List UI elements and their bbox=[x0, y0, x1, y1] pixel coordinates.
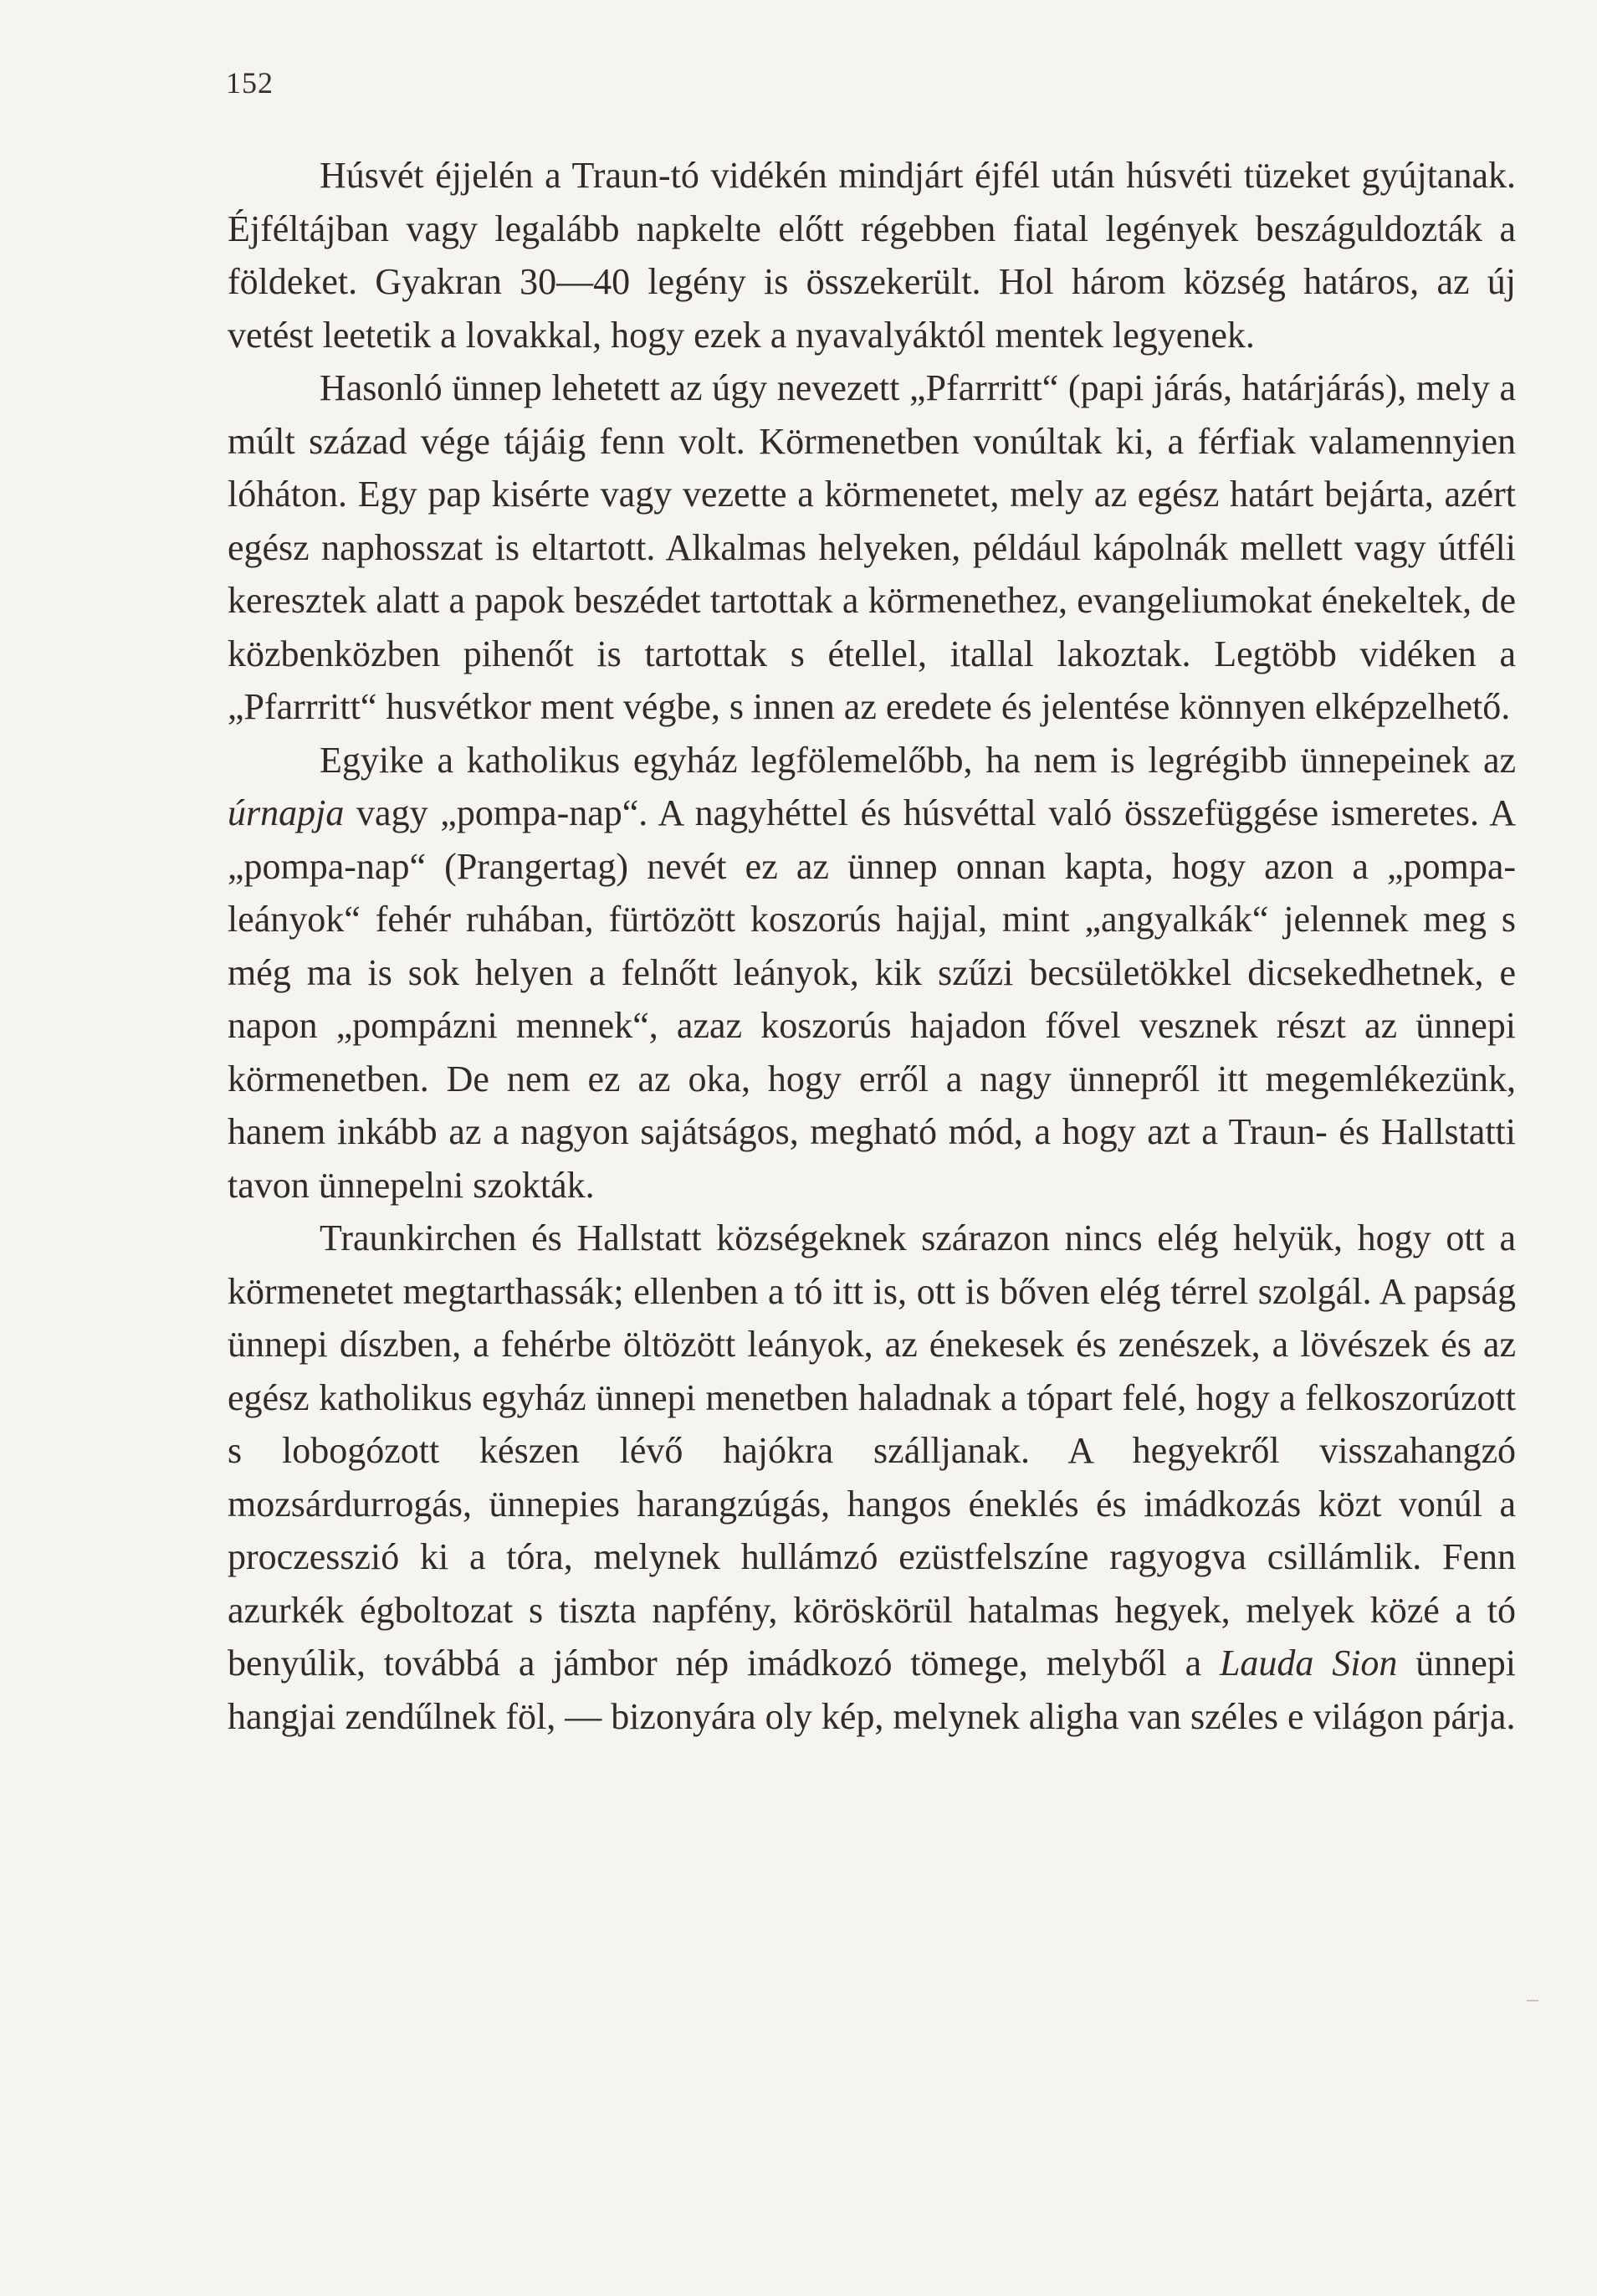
page-number: 152 bbox=[226, 66, 274, 100]
paragraph-text: Traunkirchen és Hallstatt községeknek szárazon nincs elég helyük, hogy ott a körmenetet megtarthassák; ellenben a tó itt is, ott is bőven elég térrel szolgál. A papság ünnepi díszben, a fehérbe öltözött leányok, az énekesek és zenészek, a lövészek és az egész katholikus egyház ünnepi menetben haladnak a tópart felé, hogy a felkoszorúzott s lobogózott készen lévő hajókra szálljanak. A hegyekről visszahangzó mozsárdurrogás, ünnepies harangzúgás, hangos éneklés és imádkozás közt vonúl a proczesszió ki a tóra, melynek hullámzó ezüstfelszíne ragyogva csillámlik. Fenn azurkék égboltozat s tiszta napfény, köröskörül hatalmas hegyek, melyek közé a tó benyúlik, továbbá a jámbor nép imádkozó tömege, melyből a bbox=[228, 1217, 1516, 1684]
paragraph-text: Egyike a katholikus egyház legfölemelőbb, ha nem is legrégibb ünnepeinek az bbox=[320, 739, 1516, 781]
paragraph-text: Hasonló ünnep lehetett az úgy nevezett „Pfarrritt“ (papi járás, határjárás), mely a múlt század vége tájáig fenn volt. Körmenetben vonúltak ki, a férfiak valamennyien lóháton. Egy pap kisérte vagy vezette a körmenetet, mely az egész határt bejárta, azért egész naphosszat is eltartott. Alkalmas helyeken, például kápolnák mellett vagy útféli keresztek alatt a papok beszédet tartottak a körmenethez, evangeliumokat énekeltek, de közbenközben pihenőt is tartottak s étellel, itallal lakoztak. Legtöbb vidéken a „Pfarrritt“ husvétkor ment végbe, s innen az eredete és jelentése könnyen elképzelhető. bbox=[228, 367, 1516, 727]
paragraph bbox=[228, 149, 1516, 361]
italic-term: úrnapja bbox=[228, 792, 345, 833]
margin-mark bbox=[1527, 2000, 1538, 2001]
italic-term: Lauda Sion bbox=[1219, 1643, 1398, 1684]
paragraph bbox=[228, 1212, 1516, 1743]
paragraph bbox=[228, 361, 1516, 734]
paragraph-text: ünnepi hangjai zendűlnek föl, — bizonyára oly kép, melynek aligha van széles e világon párja. bbox=[228, 1643, 1516, 1737]
paragraph-text: Húsvét éjjelén a Traun-tó vidékén mindjárt éjfél után húsvéti tüzeket gyújtanak. Éjféltájban vagy legalább napkelte előtt régebben fiatal legények beszáguldozták a földeket. Gyakran 30—40 legény is összekerült. Hol három község határos, az új vetést leetetik a lovakkal, hogy ezek a nyavalyáktól mentek legyenek. bbox=[228, 155, 1516, 356]
paragraph bbox=[228, 734, 1516, 1212]
body-text bbox=[228, 149, 1516, 1743]
paragraph-text: vagy „pompa-nap“. A nagyhéttel és húsvéttal való összefüggése ismeretes. A „pompa-nap“ (Prangertag) nevét ez az ünnep onnan kapta, hogy azon a „pompa-leányok“ fehér ruhában, fürtözött koszorús hajjal, mint „angyalkák“ jelennek meg s még ma is sok helyen a felnőtt leányok, kik szűzi becsületökkel dicsekedhetnek, e napon „pompázni mennek“, azaz koszorús hajadon fővel vesznek részt az ünnepi körmenetben. De nem ez az oka, hogy erről a nagy ünnepről itt megemlékezünk, hanem inkább az a nagyon sajátságos, megható mód, a hogy azt a Traun- és Hallstatti tavon ünnepelni szokták. bbox=[228, 792, 1516, 1206]
